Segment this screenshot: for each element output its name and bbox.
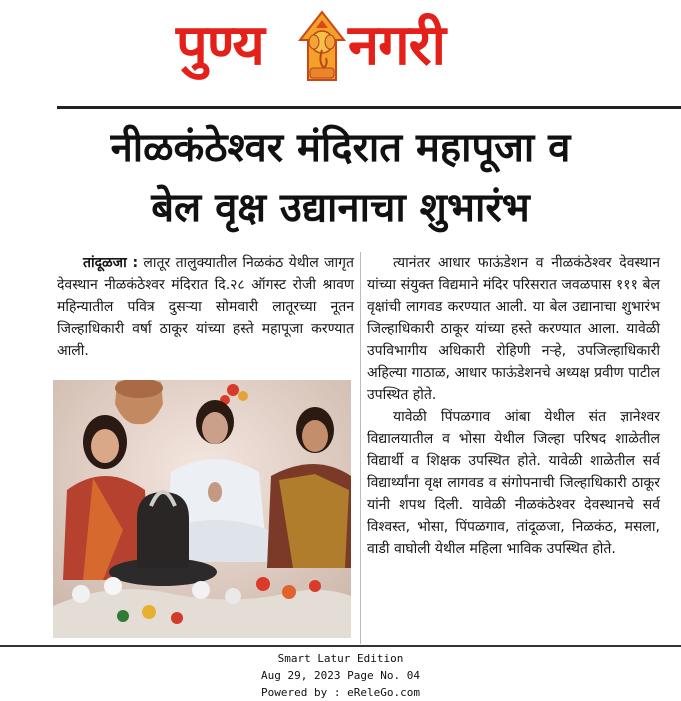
headline [0, 118, 681, 238]
article-paragraph-2: यावेळी पिंपळगाव आंबा येथील संत ज्ञानेश्वर विद्यालयातील व भोसा येथील जिल्हा परिषद शाळेतील विद्यार्थी व शिक्षक उपस्थित होते. यावेळी शाळेतील सर्व विद्यार्थ्यांना वृक्ष लागवड व संगोपनाची जिल्हाधिकारी ठाकूर यांनी शपथ दिली. यावेळी नीळकंठेश्वर देवस्थानचे सर्व विश्वस्त, भोसा, पिंपळगाव, तांदूळजा, निळकंठ, मसला, वाडी वाघोली येथील महिला भाविक उपस्थित होते. [367, 409, 660, 557]
top-divider [57, 106, 681, 109]
column-divider [360, 252, 361, 644]
article-intro: लातूर तालुक्यातील निळकंठ येथील जागृत देवस्थान नीळकंठेश्वर मंदिरात दि.२८ ऑगस्ट रोजी श्रावण महिन्यातील पवित्र दुसऱ्या सोमवारी लातूरच्या नूतन जिल्हाधिकारी वर्षा ठाकूर यांच्या हस्ते महापूजा करण्यात आली. [57, 255, 354, 359]
edition-name: Smart Latur Edition [277, 652, 404, 665]
ganesha-logo-icon [296, 10, 348, 82]
article-right-column [367, 252, 660, 560]
edition-date-page: Aug 29, 2023 Page No. 04 [261, 669, 420, 682]
dateline: तांदूळजा : [83, 255, 139, 271]
powered-by: Powered by : eReleGo.com [261, 686, 420, 699]
masthead-title-right: नगरी [348, 13, 446, 78]
headline-line-1: नीळकंठेश्वर मंदिरात महापूजा व [110, 125, 571, 171]
masthead [0, 0, 681, 98]
headline-line-2: बेल वृक्ष उद्यानाचा शुभारंभ [151, 185, 530, 231]
article-left-column [57, 252, 354, 362]
article-paragraph-1: त्यानंतर आधार फाऊंडेशन व नीळकंठेश्वर देवस्थान यांच्या संयुक्त विद्यमाने मंदिर परिसरात जवळपास १११ बेल वृक्षांची लागवड करण्यात आली. या बेल उद्यानाचा शुभारंभ जिल्हाधिकारी ठाकूर यांच्या हस्ते करण्यात आला. यावेळी उपविभागीय अधिकारी रोहिणी नऱ्हे, उपजिल्हाधिकारी अहिल्या गाठाळ, आधार फाऊंडेशनचे अध्यक्ष प्रवीण पाटील उपस्थित होते. [367, 255, 660, 403]
edition-footer [0, 650, 681, 701]
bottom-divider [0, 645, 681, 647]
masthead-title-left: पुण्य [176, 13, 264, 78]
article-photo [53, 380, 351, 638]
